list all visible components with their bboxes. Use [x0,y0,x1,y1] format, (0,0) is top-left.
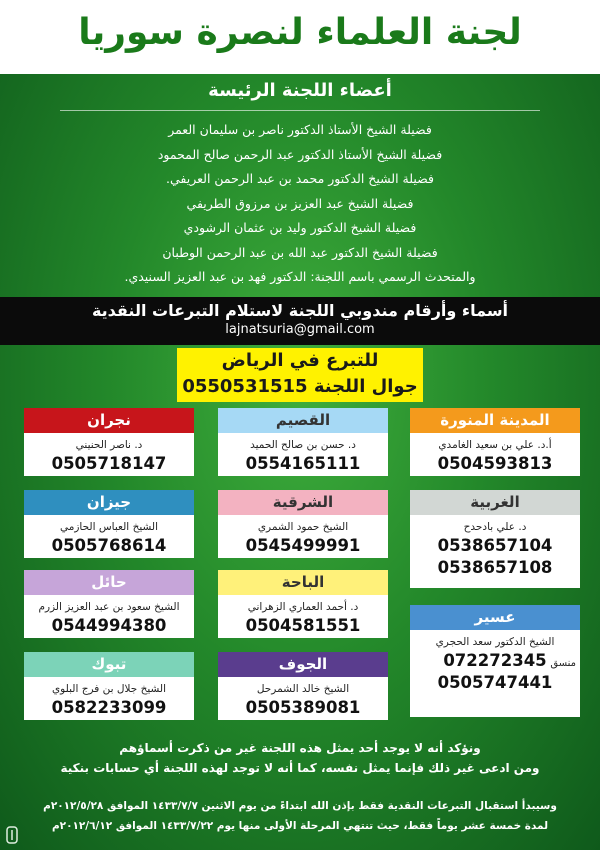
card-region: الشرقية [218,490,388,515]
card-region: تبوك [24,652,194,677]
card-delegate-name: الشيخ خالد الشمرحل [256,683,350,695]
card-region: المدينة المنورة [410,408,580,433]
divider [60,110,540,111]
card-delegate-name: د. ناصر الحنيني [75,439,143,451]
region-card-jouf [218,652,388,720]
card-delegate-name: الشيخ سعود بن عبد العزيز الزرم [38,601,180,613]
card-phone: 0538657108 [437,558,553,577]
card-delegate-name: أ.د. علي بن سعيد الغامدي [438,439,552,451]
page-title: لجنة العلماء لنصرة سوريا [78,12,522,53]
region-card-western [410,490,580,588]
card-delegate-name: الشيخ العباس الحازمي [59,521,158,533]
notice-line-2: ومن ادعى غير ذلك فإنما يمثل نفسه، كما أنه لا توجد لهذه اللجنة أي حسابات بنكية [60,761,540,775]
region-card-tabuk [24,652,194,720]
watermark-logo-icon [4,826,18,844]
phone-row [410,651,580,670]
schedule-line-1: وسيبدأ استقبال التبرعات النقدية فقط بإذن الله ابتداءً من يوم الاثنين ١٤٣٣/٧/٧ الموافق ٢٠١٢/٥/٢٨م [43,800,557,812]
region-card-eastern [218,490,388,558]
card-region: القصيم [218,408,388,433]
card-phone: 0505718147 [51,454,167,473]
region-card-qassim [218,408,388,476]
schedule-line-2: لمدة خمسة عشر يوماً فقط، حيث تنتهي المرحلة الأولى منها يوم ١٤٣٣/٧/٢٢ الموافق ٢٠١٢/٦/١٢م [51,820,549,832]
card-region: جيزان [24,490,194,515]
card-region: الباحة [218,570,388,595]
notice [0,738,600,778]
list-item: فضيلة الشيخ الدكتور وليد بن عثمان الرشودي [183,220,417,235]
card-phone: 0505747441 [437,673,553,692]
card-phone: 0582233099 [51,698,167,717]
email-link[interactable]: lajnatsuria@gmail.com [225,322,375,337]
card-phone: 0545499991 [245,536,361,555]
card-delegate-name: الشيخ جلال بن فرج البلوي [51,683,167,695]
card-delegate-name: د. علي بادحدح [463,521,527,533]
card-delegate-name: الشيخ الدكتور سعد الحجري [435,636,555,648]
delegates-heading: أسماء وأرقام مندوبي اللجنة لاستلام التبرعات النقدية [91,301,509,320]
region-card-jizan [24,490,194,558]
region-card-madinah [410,408,580,476]
card-phone: 0538657104 [437,536,553,555]
members-list [0,118,600,290]
list-item: فضيلة الشيخ عبد العزيز بن مرزوق الطريفي [186,195,414,211]
card-phone: 0544994380 [51,616,167,635]
card-phone: 0505389081 [245,698,361,717]
card-region: الغربية [410,490,580,515]
riyadh-phone: جوال اللجنة 0550531515 [182,376,418,397]
list-item: فضيلة الشيخ الأستاذ الدكتور ناصر بن سليمان العمر [168,122,432,137]
subtitle: أعضاء اللجنة الرئيسة [208,80,392,101]
region-card-baha [218,570,388,638]
card-phone: 0554165111 [245,454,361,473]
riyadh-donation-box [177,348,423,402]
list-item: فضيلة الشيخ الأستاذ الدكتور عبد الرحمن صالح المحمود [157,146,443,162]
list-item: فضيلة الشيخ الدكتور عبد الله بن عبد الرحمن الوطبان [162,244,438,260]
list-item: فضيلة الشيخ الدكتور محمد بن عبد الرحمن العريفي. [166,171,434,186]
card-delegate-name: الشيخ حمود الشمري [257,521,349,533]
notice-line-1: ونؤكد أنه لا يوجد أحد يمثل هذه اللجنة غير من ذكرت أسماؤهم [119,741,481,755]
card-phone: 0504581551 [245,616,361,635]
schedule [0,796,600,836]
coordinator-label: منسق [550,658,576,669]
region-card-asir [410,605,580,717]
card-region: عسير [410,605,580,630]
region-card-hail [24,570,194,638]
card-delegate-name: د. أحمد العماري الزهراني [247,601,359,613]
delegates-band [0,297,600,345]
card-delegate-name: د. حسن بن صالح الحميد [250,439,356,451]
list-item: والمتحدث الرسمي باسم اللجنة: الدكتور فهد بن عبد العزيز السنيدي. [124,269,476,284]
card-region: الجوف [218,652,388,677]
card-phone: 0504593813 [437,454,553,473]
riyadh-line-1: للتبرع في الرياض [221,350,379,371]
card-phone: 072272345 [443,651,547,670]
region-card-najran [24,408,194,476]
card-region: نجران [24,408,194,433]
card-phone: 0505768614 [51,536,167,555]
card-region: حائل [24,570,194,595]
